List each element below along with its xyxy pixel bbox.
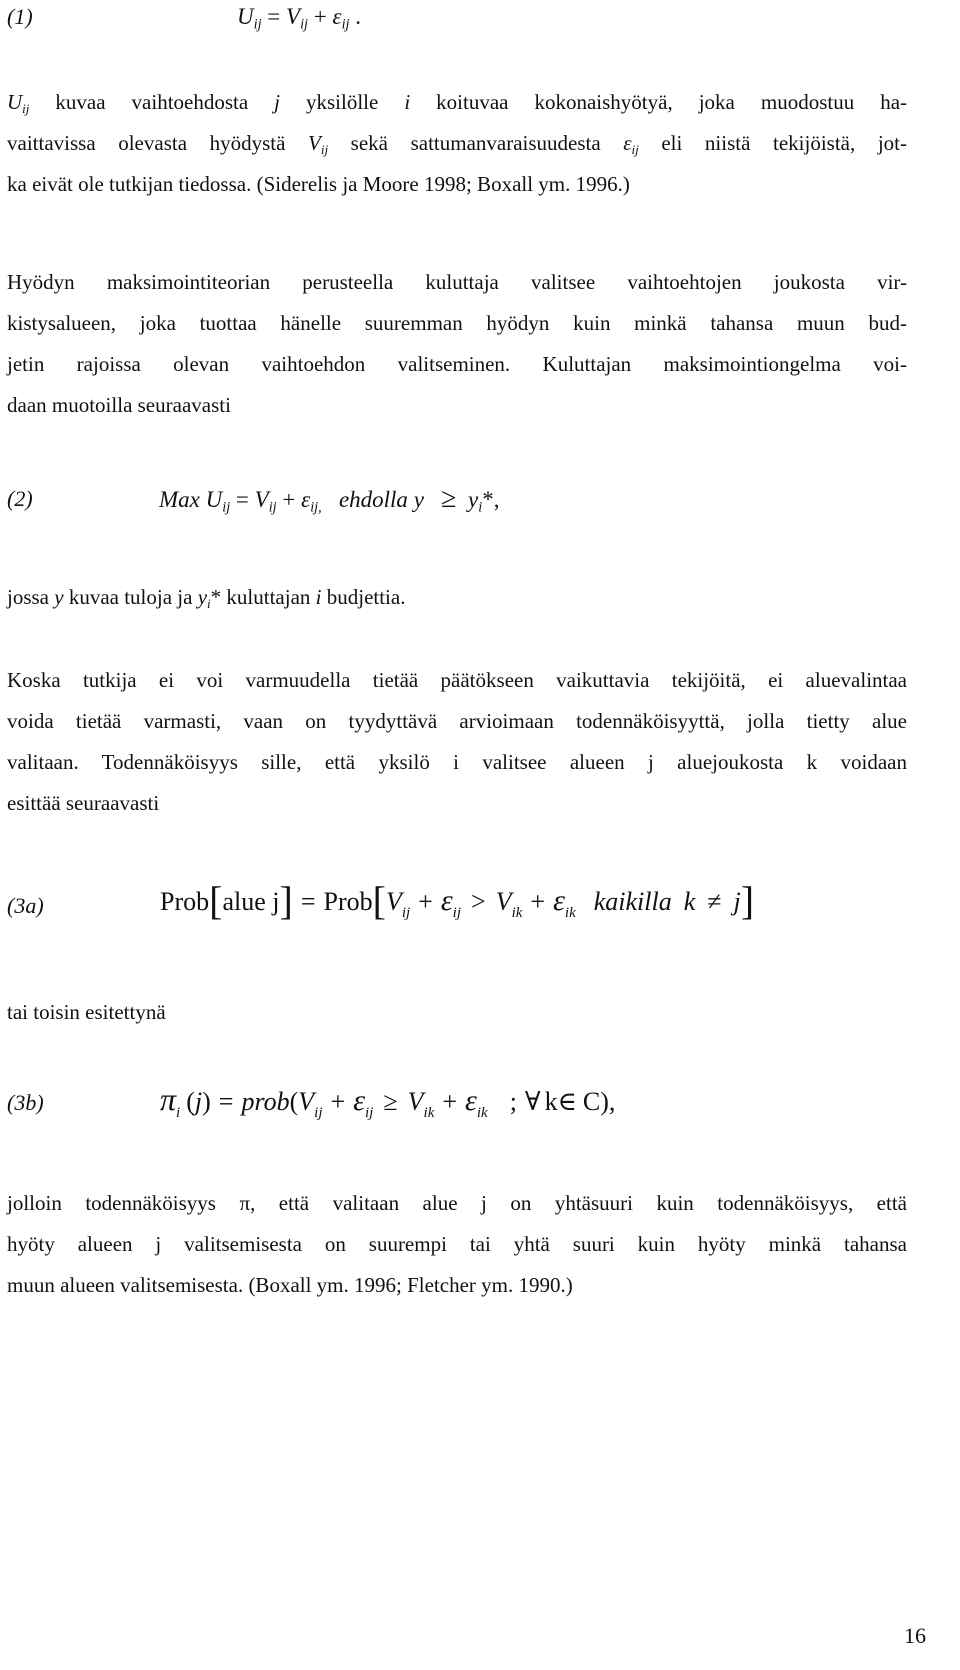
paragraph-line: voida tietää varmasti, vaan on tyydyttävä arvioimaan todennäköisyyttä, jolla tietty alue <box>7 709 907 733</box>
equation-3b-body: $\pi_i$ $(j) = prob(V_{ij} + \varepsilon_{ij} \ge V_{ik} + \varepsilon_{ik}$ ; ∀ k∈ C), <box>160 1081 616 1121</box>
paragraph-line: kistysalueen, joka tuottaa hänelle suuremman hyödyn kuin minkä tahansa muun bud- <box>7 311 907 335</box>
paragraph-line: jetin rajoissa olevan vaihtoehdon valitseminen. Kuluttajan maksimointiongelma voi- <box>7 352 907 376</box>
paragraph-probability-explanation <box>7 1183 907 1306</box>
equation-1 <box>7 0 361 34</box>
paragraph-line: jossa y kuvaa tuloja ja $y_i*$ kuluttajan i budjettia. <box>7 585 406 611</box>
equation-1-label: (1) <box>7 4 33 29</box>
equation-3b-label: (3b) <box>7 1090 44 1115</box>
paragraph-line: muun alueen valitsemisesta. (Boxall ym. 1996; Fletcher ym. 1990.) <box>7 1273 573 1297</box>
paragraph-alternative <box>7 992 907 1033</box>
paragraph-line: tai toisin esitettynä <box>7 1000 166 1024</box>
paragraph-utility-maximization <box>7 262 907 426</box>
paragraph-line: ka eivät ole tutkijan tiedossa. (Siderelis ja Moore 1998; Boxall ym. 1996.) <box>7 172 630 196</box>
equation-2-body: Max $U_{ij} = V_{ij} + \varepsilon_{ij,}$ ehdolla y ≥ $y_i*$, <box>159 483 500 516</box>
equation-1-body: $U_{ij} = V_{ij} + \varepsilon_{ij}$ . <box>237 4 361 33</box>
paragraph-line: jolloin todennäköisyys π, että valitaan alue j on yhtäsuuri kuin todennäköisyys, että <box>7 1191 907 1215</box>
equation-3a-label: (3a) <box>7 893 44 918</box>
paragraph-line: vaittavissa olevasta hyödystä $V_{ij}$ sekä sattumanvaraisuudesta $\varepsilon_{ij}$ eli niistä tekijöistä, jot- <box>7 131 907 157</box>
paragraph-budget-note <box>7 577 907 618</box>
paragraph-line: Koska tutkija ei voi varmuudella tietää päätökseen vaikuttavia tekijöitä, ei aluevalintaa <box>7 668 907 692</box>
paragraph-probability-intro <box>7 660 907 824</box>
equation-2-label: (2) <box>7 486 33 511</box>
equation-3a-body: Prob[alue $j] = Prob[V_{ij} + \varepsilon_{ij} > V_{ik} + \varepsilon_{ik}$ kaikilla k ≠ j] <box>160 878 755 923</box>
paragraph-line: $U_{ij}$ kuvaa vaihtoehdosta j yksilölle i koituvaa kokonaishyötyä, joka muodostuu ha- <box>7 90 908 116</box>
page-number: 16 <box>904 1623 926 1648</box>
equation-2 <box>7 482 500 516</box>
paragraph-line: valitaan. Todennäköisyys sille, että yksilö i valitsee alueen j aluejoukosta k voidaan <box>7 750 907 774</box>
paragraph-line: daan muotoilla seuraavasti <box>7 393 231 417</box>
paragraph-line: esittää seuraavasti <box>7 791 160 815</box>
paragraph-utility-definition <box>7 82 907 205</box>
paragraph-line: hyöty alueen j valitsemisesta on suurempi tai yhtä suuri kuin hyöty minkä tahansa <box>7 1232 907 1256</box>
paragraph-line: Hyödyn maksimointiteorian perusteella kuluttaja valitsee vaihtoehtojen joukosta vir- <box>7 270 907 294</box>
